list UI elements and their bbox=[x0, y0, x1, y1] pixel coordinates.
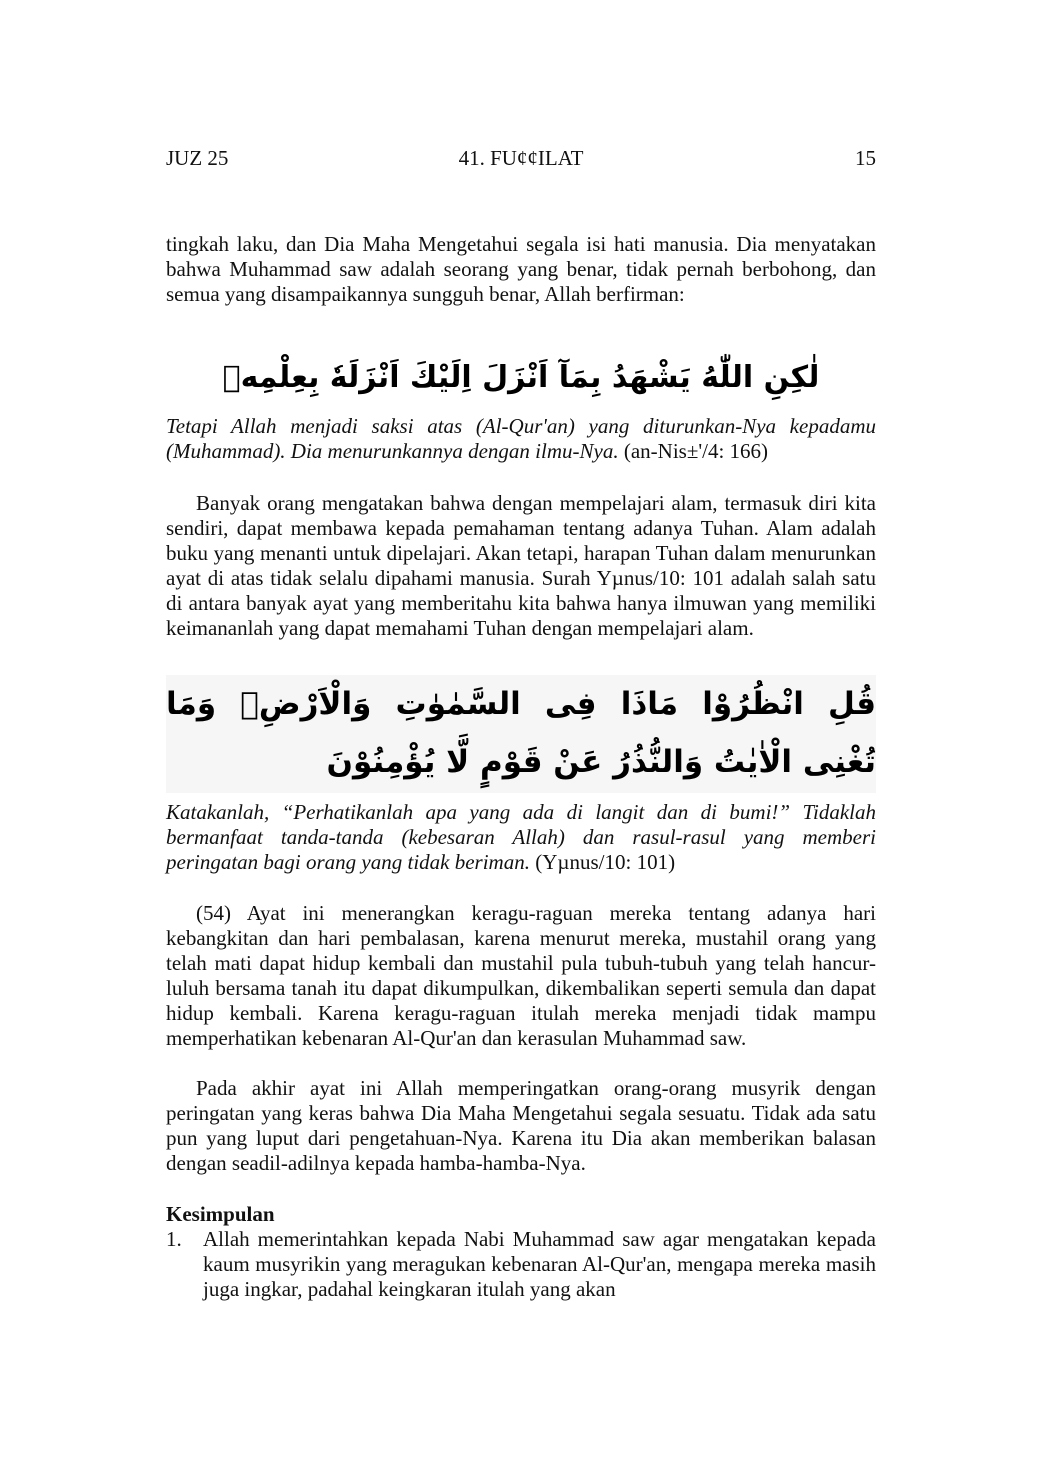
kesimpulan-list bbox=[166, 1227, 876, 1302]
juz-label: JUZ 25 bbox=[166, 146, 229, 170]
translation-an-nisa-166 bbox=[166, 414, 876, 464]
surah-title: 41. FU¢¢ILAT bbox=[458, 146, 584, 170]
translation-text: Katakanlah, “Perhatikanlah apa yang ada di langit dan di bumi!” Tidaklah bermanfaat tanda-tanda (kebesaran Allah) dan rasul-rasul yang memberi peringatan bagi orang yang tidak beriman. bbox=[166, 800, 876, 874]
list-item-number: 1. bbox=[166, 1227, 182, 1251]
paragraph-alam: Banyak orang mengatakan bahwa dengan mempelajari alam, termasuk diri kita sendiri, dapat membawa kepada pemahaman tentang adanya Tuhan. Alam adalah buku yang menanti untuk dipelajari. Akan tetapi, harapan Tuhan dalam menurunkan ayat di atas tidak selalu dipahami manusia. Surah Yµnus/10: 101 adalah salah satu di antara banyak ayat yang memberitahu kita bahwa hanya ilmuwan yang memiliki keimananlah yang dapat memahami Tuhan dengan mempelajari alam. bbox=[166, 491, 876, 640]
page-number: 15 bbox=[855, 146, 876, 170]
list-item bbox=[166, 1227, 876, 1302]
translation-yunus-101 bbox=[166, 800, 876, 875]
paragraph-intro: tingkah laku, dan Dia Maha Mengetahui segala isi hati manusia. Dia menyatakan bahwa Muhammad saw adalah seorang yang benar, tidak pernah berbohong, dan semua yang disampaikannya sungguh benar, Allah berfirman: bbox=[166, 232, 876, 306]
list-item-text: Allah memerintahkan kepada Nabi Muhammad saw agar mengatakan kepada kaum musyrikin yang meragukan kebenaran Al-Qur'an, mengapa mereka masih juga ingkar, padahal keingkaran itulah yang akan bbox=[203, 1227, 876, 1301]
verse-reference: (an-Nis±'/4: 166) bbox=[618, 439, 769, 463]
paragraph-peringatan: Pada akhir ayat ini Allah memperingatkan orang-orang musyrik dengan peringatan yang keras bahwa Dia Maha Mengetahui segala sesuatu. Tidak ada satu pun yang luput dari pengetahuan-Nya. Karena itu Dia akan memberikan balasan dengan seadil-adilnya kepada hamba-hamba-Nya. bbox=[166, 1076, 876, 1175]
section-heading-kesimpulan: Kesimpulan bbox=[166, 1202, 275, 1226]
translation-text: Tetapi Allah menjadi saksi atas (Al-Qur'an) yang diturunkan-Nya kepadamu (Muhammad). Dia menurunkannya dengan ilmu-Nya. bbox=[166, 414, 876, 463]
paragraph-ayat-54: (54) Ayat ini menerangkan keragu-raguan mereka tentang adanya hari kebangkitan dan hari pembalasan, karena menurut mereka, mustahil orang yang telah mati dapat hidup kembali dan mustahil pula tubuh-tubuh yang telah hancur-luluh bersama tanah itu dapat dikumpulkan, dikembalikan seperti semula dan dapat hidup kembali. Karena keragu-raguan itulah mereka menjadi tidak mampu memperhatikan kebenaran Al-Qur'an dan kerasulan Muhammad saw. bbox=[166, 901, 876, 1050]
page-header bbox=[166, 146, 876, 172]
arabic-verse-yunus-101: قُلِ انْظُرُوْا مَاذَا فِى السَّمٰوٰتِ وَالْاَرْضِۗ وَمَا تُغْنِى الْاٰيٰتُ وَالنُّذُرُ عَنْ قَوْمٍ لَّا يُؤْمِنُوْنَ bbox=[166, 675, 876, 793]
arabic-verse-an-nisa-166: لٰكِنِ اللّٰهُ يَشْهَدُ بِمَآ اَنْزَلَ اِلَيْكَ اَنْزَلَهٗ بِعِلْمِهٖ bbox=[222, 360, 820, 395]
verse-reference: (Yµnus/10: 101) bbox=[529, 850, 676, 874]
